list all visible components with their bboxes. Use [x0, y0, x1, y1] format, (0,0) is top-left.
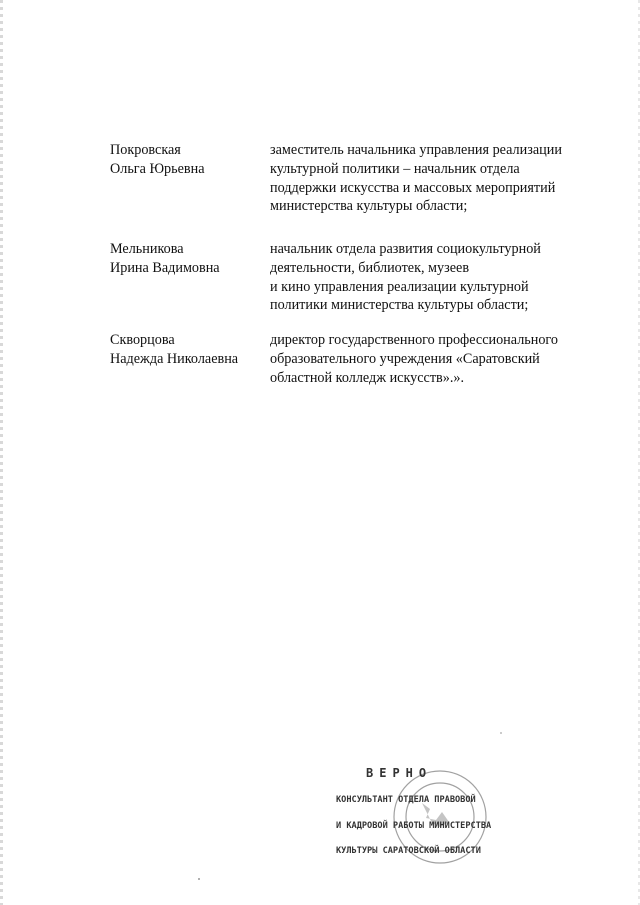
position-line: начальник отдела развития социокультурной [270, 241, 541, 257]
member-given-names: Ирина Вадимовна [110, 259, 220, 276]
member-name [110, 240, 260, 278]
certification-stamp [330, 755, 570, 895]
scan-speck [198, 878, 200, 880]
member-position [270, 240, 590, 315]
stamp-line: И КАДРОВОЙ РАБОТЫ МИНИСТЕРСТВА [336, 821, 492, 831]
position-line: образовательного учреждения «Саратовский [270, 350, 540, 367]
position-line: политики министерства культуры области; [270, 297, 529, 314]
member-given-names: Ольга Юрьевна [110, 160, 205, 177]
member-name [110, 331, 260, 369]
position-line: директор государственного профессионального [270, 332, 558, 348]
position-line: и кино управления реализации культурной [270, 278, 529, 295]
position-line: поддержки искусства и массовых мероприятий [270, 179, 556, 196]
position-line: министерства культуры области; [270, 198, 468, 215]
member-given-names: Надежда Николаевна [110, 350, 239, 367]
member-surname: Скворцова [110, 332, 175, 348]
stamp-graphic [330, 755, 570, 895]
position-line: культурной политики – начальник отдела [270, 160, 520, 177]
scan-speck [500, 732, 502, 734]
scan-edge-left [0, 0, 3, 905]
member-surname: Покровская [110, 142, 181, 158]
position-line: заместитель начальника управления реализации [270, 142, 562, 158]
stamp-line: КОНСУЛЬТАНТ ОТДЕЛА ПРАВОВОЙ [336, 795, 476, 805]
position-line: областной колледж искусств».». [270, 369, 465, 386]
position-line: деятельности, библиотек, музеев [270, 259, 470, 276]
member-surname: Мельникова [110, 241, 184, 257]
member-name [110, 141, 260, 179]
stamp-line: ВЕРНО [366, 766, 433, 780]
member-position [270, 331, 590, 387]
member-position [270, 141, 590, 216]
stamp-line: КУЛЬТУРЫ САРАТОВСКОЙ ОБЛАСТИ [336, 846, 481, 856]
